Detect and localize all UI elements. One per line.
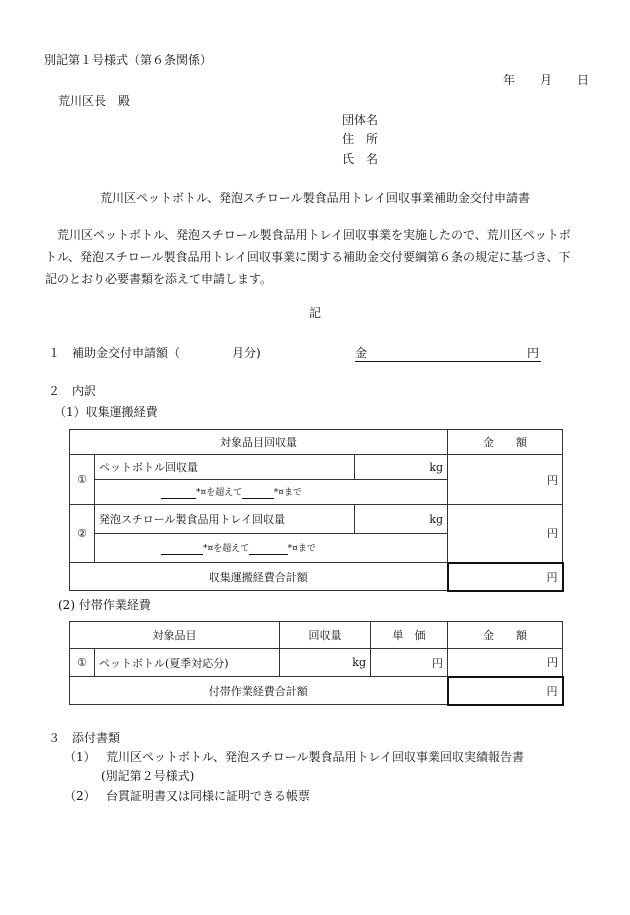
t2-row1-num: ①	[70, 649, 95, 677]
t2-total-yen: 円	[448, 677, 563, 705]
t1-total-label: 収集運搬経費合計額	[70, 563, 448, 591]
t1-header-amount: 金 額	[448, 430, 563, 455]
t1-row1-range-mid: *¤を超えて	[195, 488, 243, 498]
t1-row1-item: ペットボトル回収量	[95, 455, 355, 480]
applicant-name-label: 氏 名	[342, 152, 379, 166]
doc2-num: （2）	[64, 789, 96, 803]
t1-row2-range-blank-1	[161, 541, 203, 555]
doc1-note: (別記第２号様式)	[101, 769, 195, 783]
doc1-num: （1）	[64, 750, 96, 764]
t2-header-item: 対象品目	[70, 622, 280, 649]
addressee: 荒川区長 殿	[58, 94, 131, 108]
item2-label: ２ 内訳	[48, 384, 97, 398]
t1-row2-range-blank-2	[249, 541, 287, 555]
item3-label: ３ 添付書類	[48, 731, 121, 745]
t1-row1-range-end: *¤まで	[273, 488, 302, 498]
body-line-1: 荒川区ペットボトル、発泡スチロール製食品用トレイ回収事業を実施したので、荒川区ペットボ	[57, 228, 571, 242]
t1-row1-range-blank-2	[242, 485, 273, 499]
t1-row1-range-blank-1	[161, 485, 196, 499]
item2-sub1: （1）収集運搬経費	[54, 405, 158, 419]
body-paragraph	[45, 224, 593, 290]
doc1-text: 荒川区ペットボトル、発泡スチロール製食品用トレイ回収事業回収実績報告書	[106, 750, 524, 764]
date-month: 月	[540, 73, 553, 87]
t2-total-label: 付帯作業経費合計額	[70, 677, 448, 705]
item1-amount-suffix: 円	[526, 346, 539, 360]
applicant-org-label: 団体名	[342, 113, 379, 127]
t1-header-item: 対象品目回収量	[70, 430, 448, 455]
form-number: 別記第１号様式（第６条関係）	[44, 53, 213, 67]
date-year: 年	[503, 73, 516, 87]
doc2-text: 台貫証明書又は同様に証明できる帳票	[106, 789, 311, 803]
collection-cost-table	[69, 429, 564, 592]
t2-header-price: 単 価	[371, 622, 448, 649]
body-line-3: 記のとおり必要書類を添えて申請します。	[45, 272, 273, 286]
t1-row2-unit: kg	[355, 505, 448, 534]
t1-row2-num: ②	[70, 505, 95, 563]
ki-heading: 記	[308, 306, 321, 320]
t2-row1-price-yen: 円	[371, 649, 448, 677]
t1-row1-unit: kg	[355, 455, 448, 480]
item2-sub2: (2) 付帯作業経費	[58, 598, 151, 612]
t1-row2-range	[95, 534, 448, 563]
t1-row1-range	[95, 480, 448, 505]
t2-row1-amount-yen: 円	[448, 649, 563, 677]
t2-row1-unit: kg	[280, 649, 371, 677]
t1-row2-item: 発泡スチロール製食品用トレイ回収量	[95, 505, 355, 534]
item1-month: 月分)	[232, 346, 261, 360]
item1-amount-field	[355, 345, 541, 362]
t2-header-quantity: 回収量	[280, 622, 371, 649]
t2-row1-item: ペットボトル(夏季対応分)	[95, 649, 280, 677]
t1-row2-yen: 円	[448, 505, 563, 563]
item1-label: １ 補助金交付申請額（	[48, 346, 181, 360]
t1-row1-num: ①	[70, 455, 95, 505]
t1-row1-yen: 円	[448, 455, 563, 505]
t2-header-amount: 金 額	[448, 622, 563, 649]
document-title: 荒川区ペットボトル、発泡スチロール製食品用トレイ回収事業補助金交付申請書	[100, 191, 530, 205]
item1-amount-prefix: 金	[355, 346, 368, 360]
t1-row2-range-mid: *¤を超えて	[202, 544, 250, 554]
ancillary-cost-table	[69, 621, 564, 706]
t1-row2-range-end: *¤まで	[287, 544, 316, 554]
date-day: 日	[577, 73, 590, 87]
t1-total-yen: 円	[448, 563, 563, 591]
applicant-address-label: 住 所	[342, 132, 379, 146]
body-line-2: トル、発泡スチロール製食品用トレイ回収事業に関する補助金交付要綱第６条の規定に基づき、下	[45, 250, 571, 264]
